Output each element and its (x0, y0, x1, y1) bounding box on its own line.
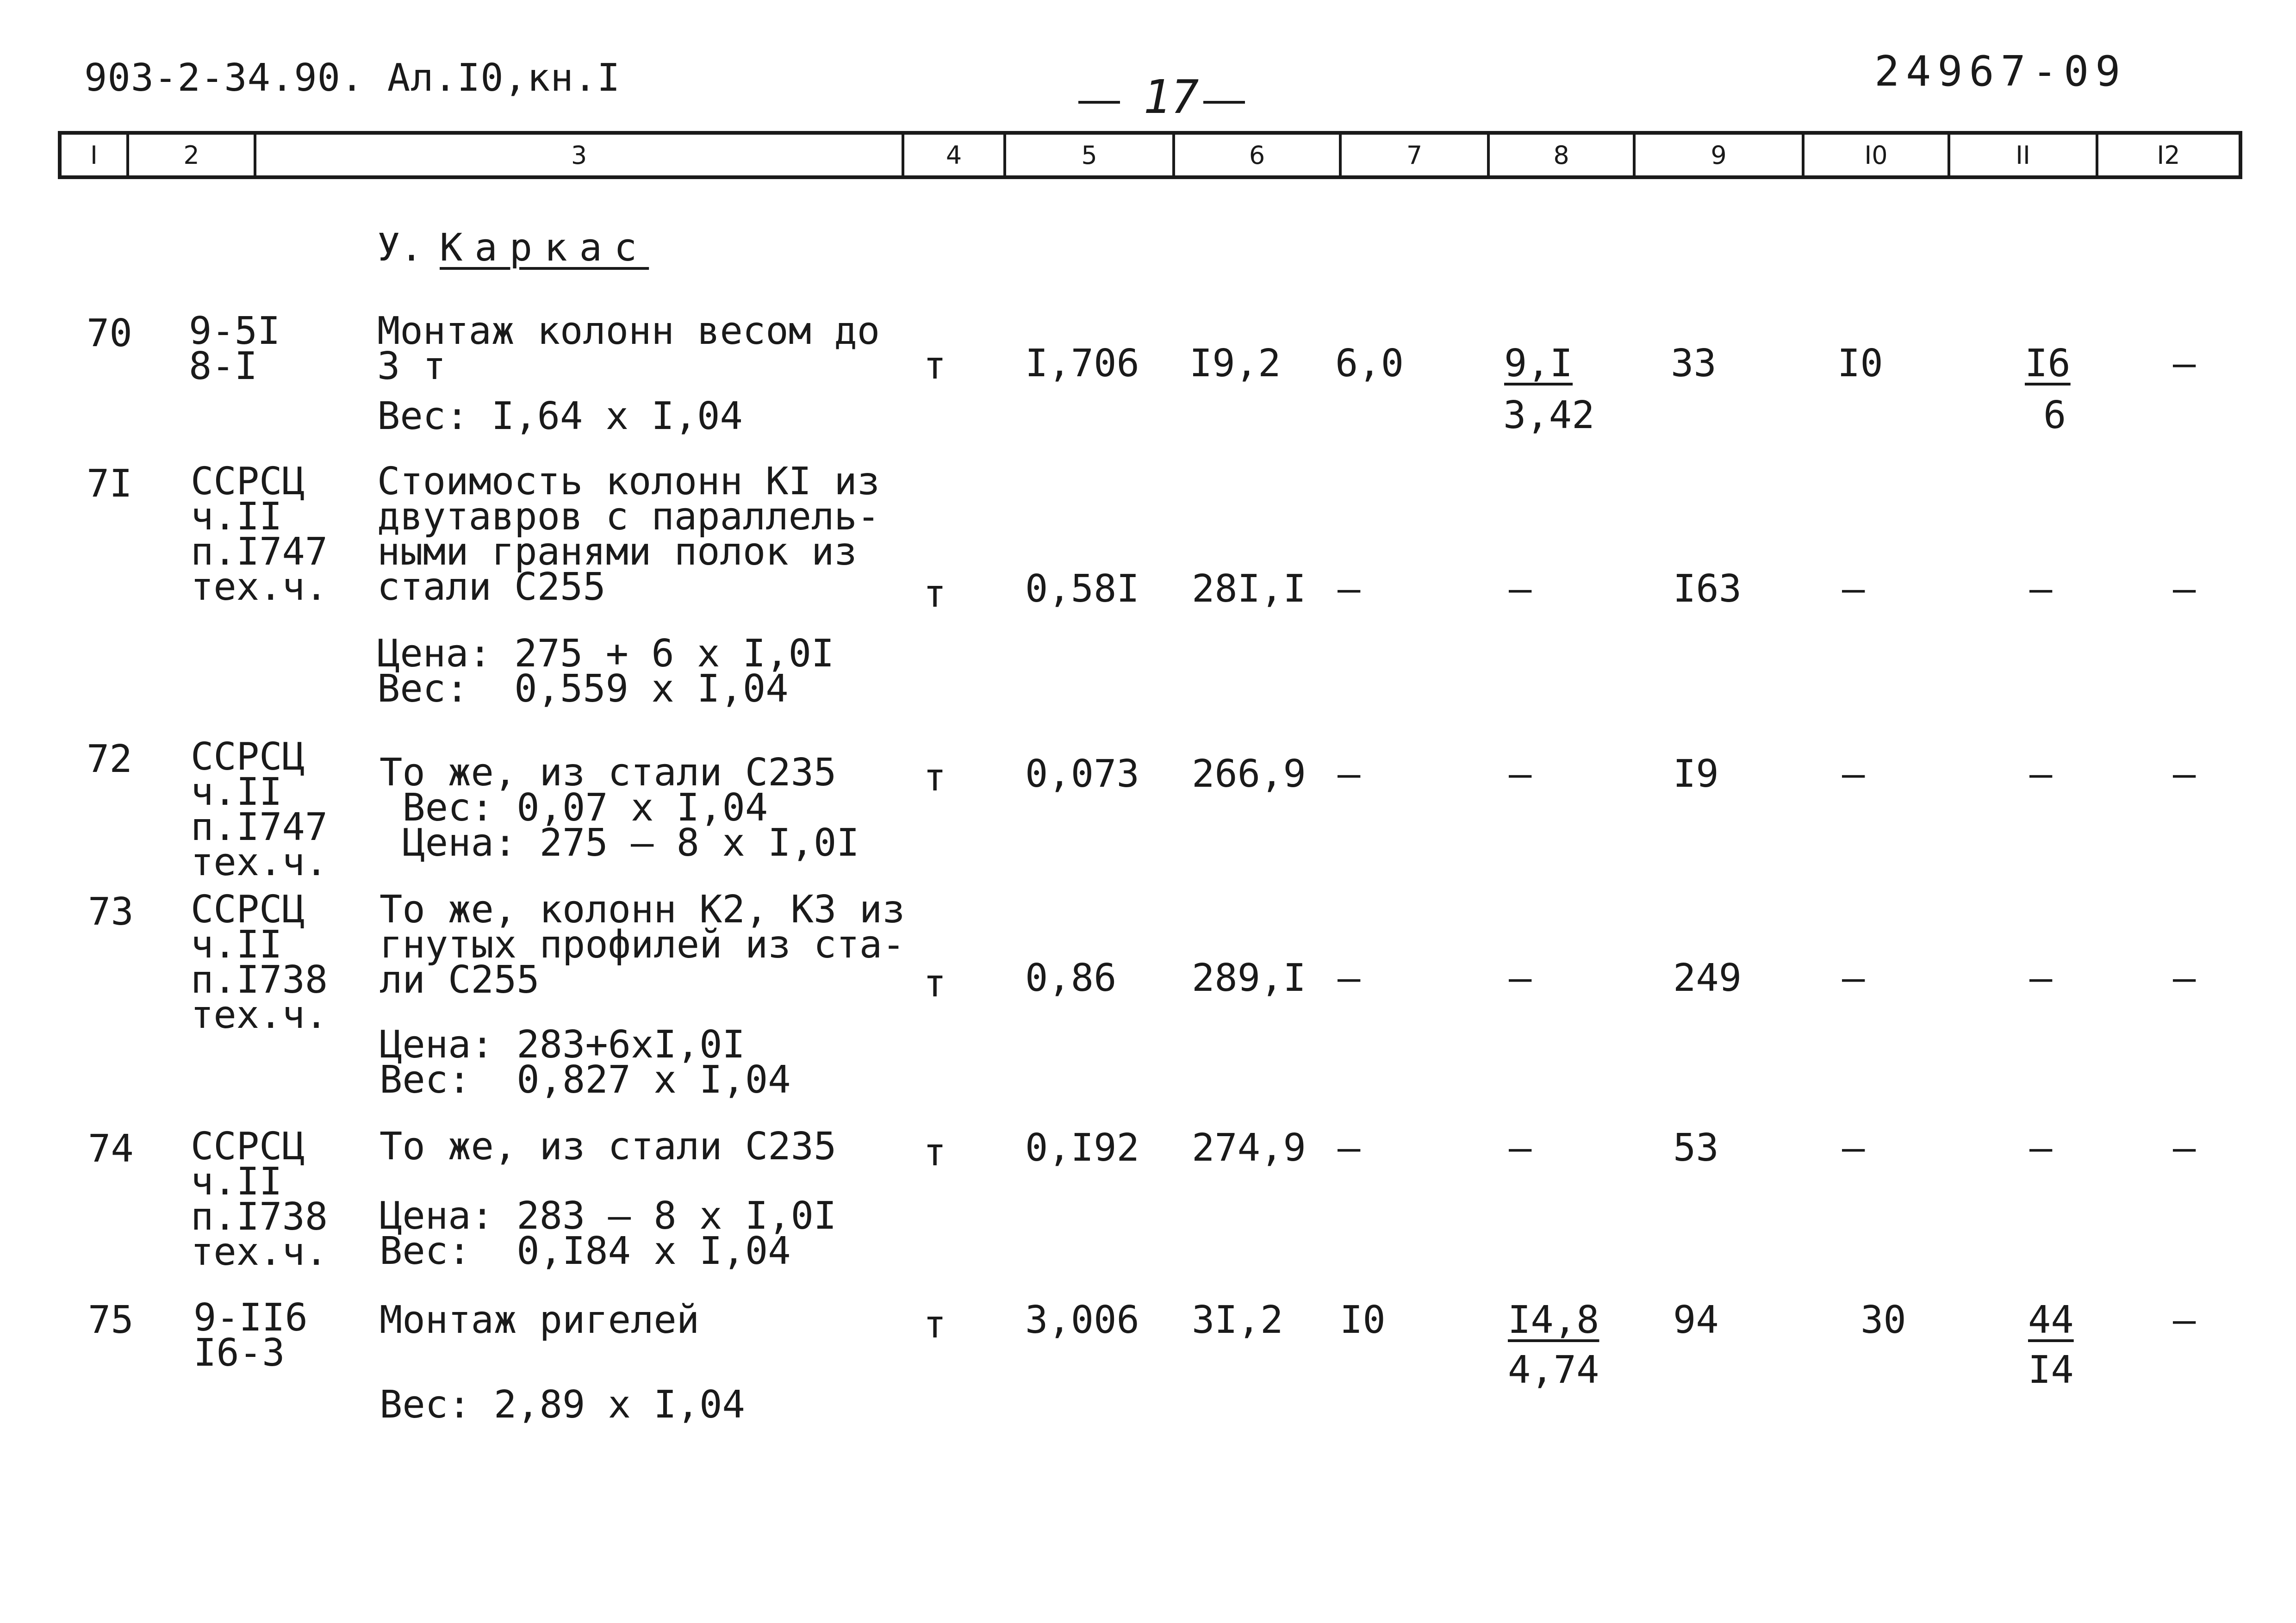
unit-price-cell: 3I,2 (1192, 1298, 1283, 1342)
unit-price-cell: 289,I (1192, 956, 1306, 1000)
item-name: То же, колонн К2, К3 из гнутых профилей из ста- ли С255 (380, 888, 905, 1002)
item-note: Цена: 283 – 8 х I,0I Вес: 0,I84 х I,04 (380, 1194, 837, 1273)
row-number: 72 (87, 737, 132, 781)
column-8-top-cell: – (1509, 956, 1532, 1000)
row-number: 7I (87, 462, 132, 506)
quantity-cell: 0,I92 (1025, 1126, 1139, 1170)
page-number-dash-left (1078, 101, 1120, 104)
column-8-top-cell: – (1509, 752, 1532, 796)
column-11-top-cell: – (2029, 567, 2053, 611)
column-header-2: 2 (126, 135, 254, 175)
column-7-cell: – (1338, 1126, 1361, 1170)
column-10-cell: 30 (1860, 1298, 1906, 1342)
quantity-cell: 3,006 (1025, 1298, 1139, 1342)
section-numeral: У. (377, 226, 423, 270)
column-header-10: I0 (1802, 135, 1948, 175)
column-9-cell: I63 (1673, 567, 1742, 611)
column-11-top-cell: 44 (2028, 1298, 2074, 1342)
column-8-bottom-cell: 4,74 (1508, 1348, 1599, 1392)
column-12-cell: – (2173, 956, 2196, 1000)
unit-cell: т (923, 572, 946, 616)
column-12-cell: – (2173, 342, 2196, 386)
column-11-top-cell: – (2029, 956, 2053, 1000)
column-11-top-cell: I6 (2025, 342, 2071, 386)
column-10-cell: – (1842, 752, 1865, 796)
column-7-cell: – (1338, 567, 1361, 611)
column-10-cell: – (1842, 1126, 1865, 1170)
column-header-4: 4 (902, 135, 1003, 175)
page-number-dash-right (1203, 101, 1245, 104)
column-header-5: 5 (1003, 135, 1172, 175)
unit-cell: т (923, 344, 946, 388)
column-header-11: II (1948, 135, 2096, 175)
item-note: Цена: 283+6хI,0I Вес: 0,827 х I,04 (380, 1023, 791, 1102)
unit-cell: т (923, 1131, 946, 1175)
column-header-8: 8 (1487, 135, 1633, 175)
item-name: Монтаж ригелей (380, 1298, 700, 1342)
unit-price-cell: 266,9 (1192, 752, 1306, 796)
item-name: То же, из стали С235 (380, 1125, 837, 1169)
column-9-cell: 33 (1671, 342, 1717, 386)
column-10-cell: I0 (1837, 342, 1883, 386)
column-8-top-cell: 9,I (1504, 342, 1573, 386)
column-9-cell: 249 (1673, 956, 1742, 1000)
quantity-cell: 0,073 (1025, 752, 1139, 796)
column-9-cell: 94 (1673, 1298, 1719, 1342)
column-8-top-cell: – (1509, 567, 1532, 611)
quantity-cell: I,706 (1025, 342, 1139, 386)
column-12-cell: – (2173, 567, 2196, 611)
column-11-bottom-cell: 6 (2043, 393, 2066, 437)
column-8-top-cell: – (1509, 1126, 1532, 1170)
section-title: Каркас (440, 226, 649, 270)
column-11-top-cell: – (2029, 752, 2053, 796)
column-12-cell: – (2173, 752, 2196, 796)
column-7-cell: 6,0 (1335, 342, 1404, 386)
row-number: 74 (88, 1127, 134, 1171)
document-number: 24967-09 (1874, 47, 2127, 96)
rate-code: ССРСЦ ч.II п.I747 тех.ч. (191, 735, 328, 884)
column-11-bottom-cell: I4 (2028, 1348, 2074, 1392)
quantity-cell: 0,86 (1025, 956, 1117, 1000)
column-7-cell: I0 (1340, 1298, 1386, 1342)
unit-price-cell: 274,9 (1192, 1126, 1306, 1170)
item-name: Монтаж колонн весом до 3 т (377, 309, 880, 388)
column-8-top-cell: I4,8 (1508, 1298, 1599, 1342)
column-header-9: 9 (1633, 135, 1802, 175)
unit-price-cell: 28I,I (1192, 567, 1306, 611)
column-7-cell: – (1338, 956, 1361, 1000)
unit-cell: т (923, 756, 946, 800)
column-12-cell: – (2173, 1298, 2196, 1342)
page-number: 17 (1143, 70, 1199, 124)
item-note: Вес: 2,89 х I,04 (380, 1383, 745, 1427)
column-10-cell: – (1842, 956, 1865, 1000)
column-8-bottom-cell: 3,42 (1503, 393, 1595, 437)
quantity-cell: 0,58I (1025, 567, 1139, 611)
rate-code: ССРСЦ ч.II п.I747 тех.ч. (191, 460, 328, 609)
column-header-7: 7 (1339, 135, 1487, 175)
column-12-cell: – (2173, 1126, 2196, 1170)
rate-code: ССРСЦ ч.II п.I738 тех.ч. (191, 888, 328, 1037)
unit-cell: т (923, 962, 946, 1006)
column-header-row (58, 131, 2242, 179)
item-name: Стоимость колонн КI из двутавров с параллель- ными гранями полок из стали С255 (377, 460, 880, 609)
column-9-cell: 53 (1673, 1126, 1719, 1170)
column-10-cell: – (1842, 567, 1865, 611)
column-7-cell: – (1338, 752, 1361, 796)
column-header-1: I (90, 140, 98, 170)
item-note: Вес: I,64 х I,04 (377, 394, 743, 438)
unit-price-cell: I9,2 (1189, 342, 1281, 386)
rate-code: 9-5I 8-I (189, 309, 280, 388)
item-name: То же, из стали С235 Вес: 0,07 х I,04 Цена: 275 – 8 х I,0I (380, 751, 859, 865)
column-header-6: 6 (1172, 135, 1339, 175)
column-header-12: I2 (2096, 135, 2239, 175)
column-11-top-cell: – (2029, 1126, 2053, 1170)
row-number: 73 (88, 890, 134, 934)
row-number: 75 (88, 1298, 134, 1342)
rate-code: ССРСЦ ч.II п.I738 тех.ч. (191, 1125, 328, 1274)
item-note: Цена: 275 + 6 х I,0I Вес: 0,559 х I,04 (377, 632, 834, 711)
column-9-cell: I9 (1673, 752, 1719, 796)
column-header-3: 3 (254, 135, 902, 175)
document-code: 903-2-34.90. Ал.I0,кн.I (84, 56, 621, 100)
row-number: 70 (87, 311, 132, 355)
unit-cell: т (923, 1303, 946, 1347)
rate-code: 9-II6 I6-3 (193, 1296, 308, 1375)
